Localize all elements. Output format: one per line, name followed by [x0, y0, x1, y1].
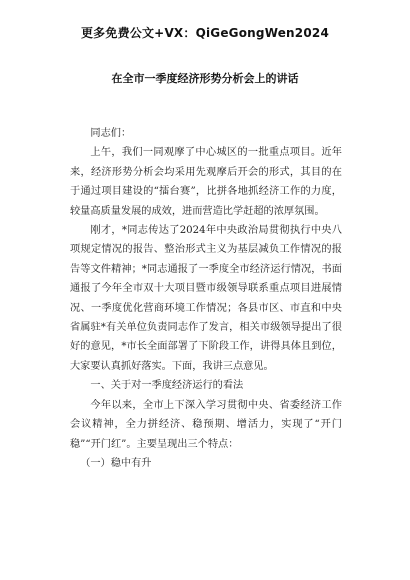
promo-header: 更多免费公文+VX：QiGeGongWen2024: [80, 26, 329, 40]
document-title: 在全市一季度经济形势分析会上的讲话: [111, 72, 299, 85]
paragraph-section: 今年以来，全市上下深入学习贯彻中央、省委经济工作会议精神，全力拼经济、稳预期、增活力，实现了“开门稳”“开门红”。主要呈现出三个特点：: [70, 399, 342, 450]
paragraph-summary: 刚才，*同志传达了2024年中央政治局贯彻执行中央八项规定情况的报告、整治形式主义为基层减负工作情况的报告等文件精神；*同志通报了一季度全市经济运行情况，书面通报了今年全市双十大项目暨市级领导联系重点项目进展情况、一季度优化营商环境工作情况；各县市区、市直和中央省属驻*有关单位负责同志作了发言，相关市级领导提出了很好的意见，*市长全面部署了下阶段工作，讲得具体且到位，大家要认真抓好落实。下面，我讲三点意见。: [70, 225, 342, 372]
section-heading: 一、关于对一季度经济运行的看法: [90, 380, 244, 392]
salutation: 同志们：: [90, 128, 132, 139]
paragraph-opening: 上午，我们一同观摩了中心城区的一批重点项目。近年来，经济形势分析会均采用先观摩后开会的形式，其目的在于通过项目建设的“擂台赛”，比拼各地抓经济工作的力度，较量高质量发展的成效，进而营造比学赶超的浓厚氛围。: [70, 147, 342, 217]
sub-heading: （一）稳中有升: [80, 457, 152, 469]
document-body: [70, 124, 342, 473]
